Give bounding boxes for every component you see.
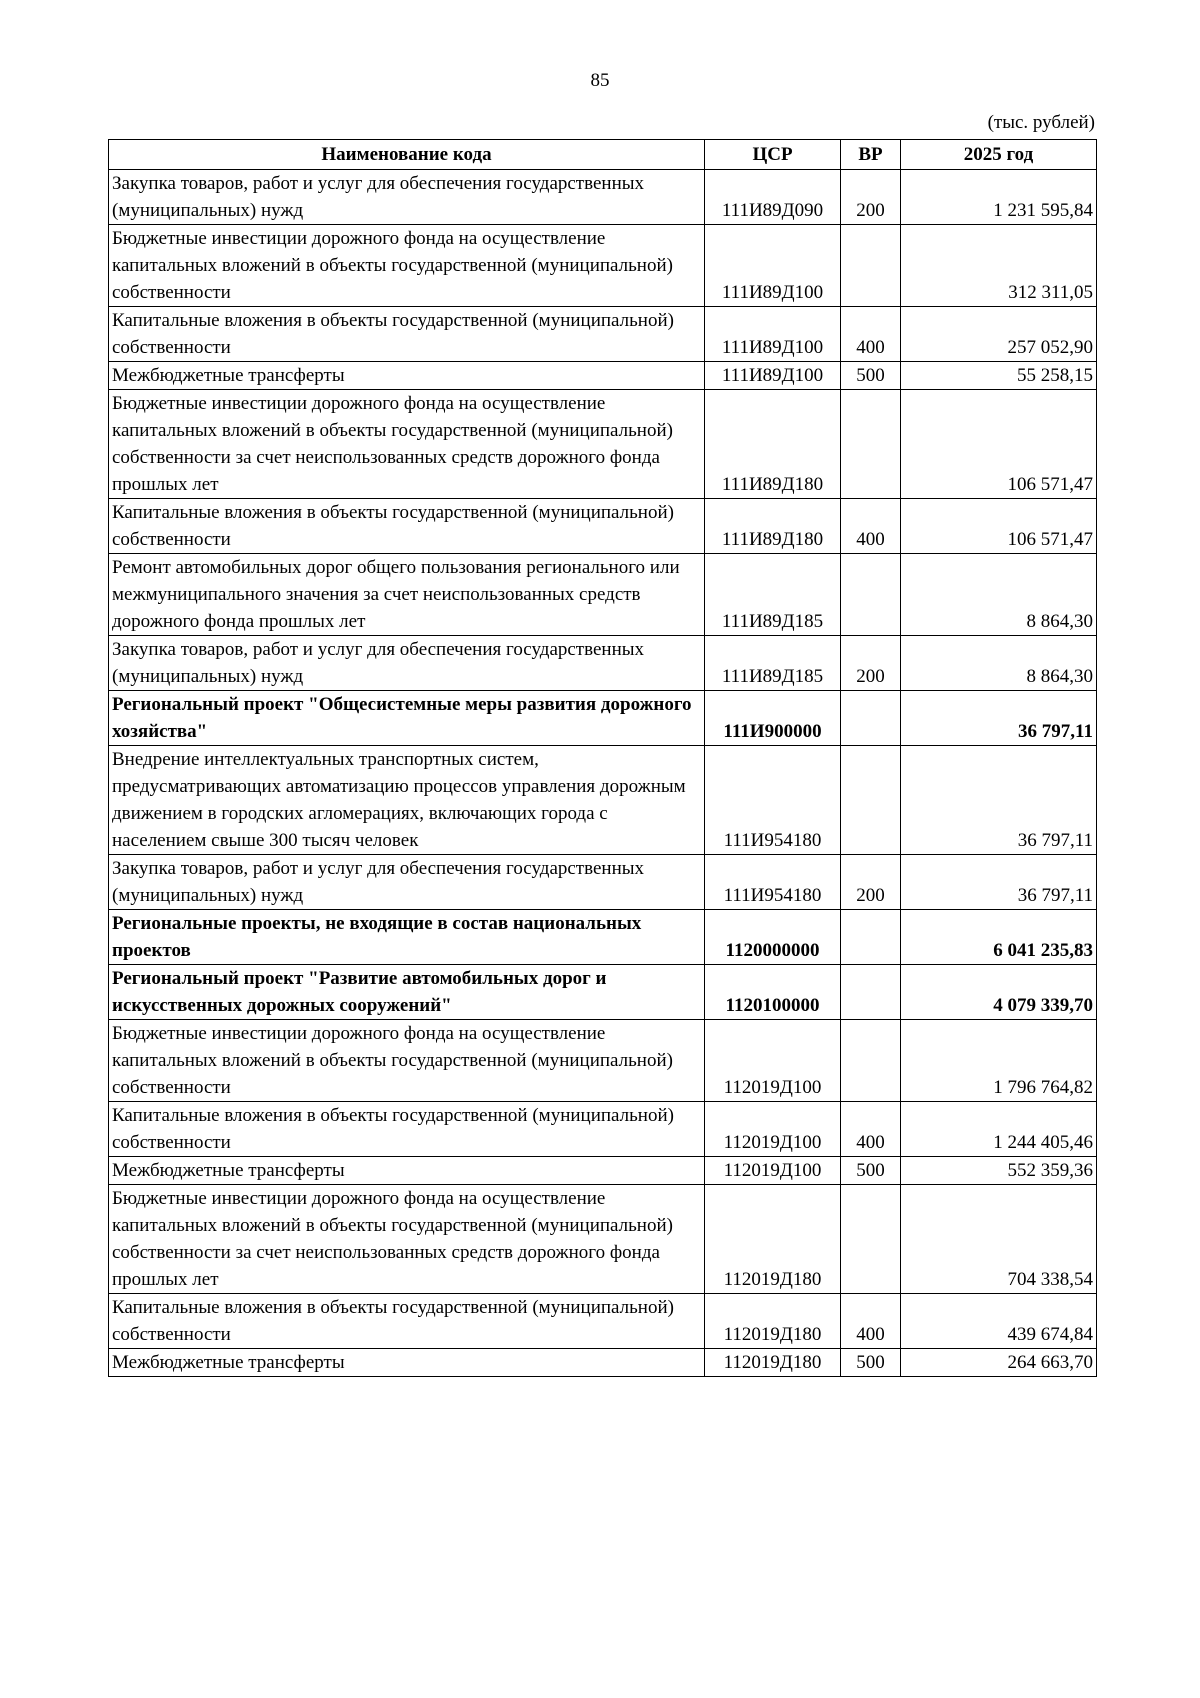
row-vr-cell: 400	[841, 307, 901, 362]
table-row	[109, 1294, 1097, 1349]
row-name-cell: Капитальные вложения в объекты государственной (муниципальной) собственности	[109, 499, 705, 554]
table-row	[109, 855, 1097, 910]
row-amount-cell: 8 864,30	[901, 554, 1097, 636]
row-amount-cell: 106 571,47	[901, 390, 1097, 499]
row-amount-cell: 312 311,05	[901, 225, 1097, 307]
row-csr-cell: 111И954180	[705, 855, 841, 910]
row-csr-cell: 111И954180	[705, 746, 841, 855]
table-row	[109, 1020, 1097, 1102]
row-name-cell: Бюджетные инвестиции дорожного фонда на осуществление капитальных вложений в объекты государственной (муниципальной) собственности	[109, 225, 705, 307]
row-csr-cell: 112019Д100	[705, 1102, 841, 1157]
row-name-cell: Закупка товаров, работ и услуг для обеспечения государственных (муниципальных) нужд	[109, 170, 705, 225]
header-year: 2025 год	[901, 140, 1097, 170]
row-csr-cell: 111И89Д090	[705, 170, 841, 225]
row-name-cell: Закупка товаров, работ и услуг для обеспечения государственных (муниципальных) нужд	[109, 636, 705, 691]
header-name: Наименование кода	[109, 140, 705, 170]
row-csr-cell: 111И89Д180	[705, 499, 841, 554]
row-csr-cell: 111И900000	[705, 691, 841, 746]
table-row	[109, 554, 1097, 636]
table-row	[109, 746, 1097, 855]
row-amount-cell: 1 231 595,84	[901, 170, 1097, 225]
row-vr-cell: 400	[841, 1294, 901, 1349]
row-name-cell: Внедрение интеллектуальных транспортных систем, предусматривающих автоматизацию процессов управления дорожным движением в городских агломерациях, включающих города с населением свыше 300 тысяч человек	[109, 746, 705, 855]
row-amount-cell: 4 079 339,70	[901, 965, 1097, 1020]
row-amount-cell: 36 797,11	[901, 746, 1097, 855]
row-csr-cell: 1120100000	[705, 965, 841, 1020]
table-row	[109, 691, 1097, 746]
row-name-cell: Ремонт автомобильных дорог общего пользования регионального или межмуниципального значения за счет неиспользованных средств дорожного фонда прошлых лет	[109, 554, 705, 636]
header-vr: ВР	[841, 140, 901, 170]
row-vr-cell: 200	[841, 855, 901, 910]
page-number: 85	[590, 70, 610, 91]
row-csr-cell: 112019Д180	[705, 1349, 841, 1377]
row-vr-cell: 500	[841, 362, 901, 390]
row-name-cell: Межбюджетные трансферты	[109, 1157, 705, 1185]
row-vr-cell	[841, 554, 901, 636]
row-csr-cell: 112019Д100	[705, 1157, 841, 1185]
row-name-cell: Межбюджетные трансферты	[109, 362, 705, 390]
table-row	[109, 910, 1097, 965]
row-name-cell: Закупка товаров, работ и услуг для обеспечения государственных (муниципальных) нужд	[109, 855, 705, 910]
row-vr-cell	[841, 390, 901, 499]
row-name-cell: Межбюджетные трансферты	[109, 1349, 705, 1377]
row-csr-cell: 111И89Д185	[705, 554, 841, 636]
row-csr-cell: 111И89Д180	[705, 390, 841, 499]
row-csr-cell: 111И89Д185	[705, 636, 841, 691]
row-vr-cell	[841, 746, 901, 855]
table-row	[109, 225, 1097, 307]
row-csr-cell: 111И89Д100	[705, 307, 841, 362]
table-header-row	[109, 140, 1097, 170]
row-vr-cell	[841, 1185, 901, 1294]
row-csr-cell: 111И89Д100	[705, 225, 841, 307]
table-row	[109, 965, 1097, 1020]
row-csr-cell: 112019Д100	[705, 1020, 841, 1102]
table-row	[109, 362, 1097, 390]
table-row	[109, 1157, 1097, 1185]
row-csr-cell: 112019Д180	[705, 1185, 841, 1294]
table-row	[109, 307, 1097, 362]
row-vr-cell: 500	[841, 1157, 901, 1185]
row-amount-cell: 55 258,15	[901, 362, 1097, 390]
table-row	[109, 170, 1097, 225]
row-amount-cell: 8 864,30	[901, 636, 1097, 691]
row-amount-cell: 439 674,84	[901, 1294, 1097, 1349]
row-amount-cell: 257 052,90	[901, 307, 1097, 362]
row-name-cell: Капитальные вложения в объекты государственной (муниципальной) собственности	[109, 307, 705, 362]
row-vr-cell	[841, 225, 901, 307]
row-vr-cell	[841, 691, 901, 746]
row-name-cell: Бюджетные инвестиции дорожного фонда на осуществление капитальных вложений в объекты государственной (муниципальной) собственности за счет неиспользованных средств дорожного фонда прошлых лет	[109, 1185, 705, 1294]
row-vr-cell	[841, 910, 901, 965]
row-vr-cell: 200	[841, 636, 901, 691]
row-name-cell: Бюджетные инвестиции дорожного фонда на осуществление капитальных вложений в объекты государственной (муниципальной) собственности за счет неиспользованных средств дорожного фонда прошлых лет	[109, 390, 705, 499]
header-csr: ЦСР	[705, 140, 841, 170]
row-vr-cell	[841, 965, 901, 1020]
row-amount-cell: 1 796 764,82	[901, 1020, 1097, 1102]
row-amount-cell: 6 041 235,83	[901, 910, 1097, 965]
row-amount-cell: 36 797,11	[901, 855, 1097, 910]
row-name-cell: Бюджетные инвестиции дорожного фонда на осуществление капитальных вложений в объекты государственной (муниципальной) собственности	[109, 1020, 705, 1102]
row-amount-cell: 36 797,11	[901, 691, 1097, 746]
table-row	[109, 636, 1097, 691]
row-csr-cell: 112019Д180	[705, 1294, 841, 1349]
row-vr-cell: 500	[841, 1349, 901, 1377]
row-name-cell: Капитальные вложения в объекты государственной (муниципальной) собственности	[109, 1102, 705, 1157]
row-amount-cell: 264 663,70	[901, 1349, 1097, 1377]
row-amount-cell: 552 359,36	[901, 1157, 1097, 1185]
row-name-cell: Региональный проект "Общесистемные меры развития дорожного хозяйства"	[109, 691, 705, 746]
row-vr-cell	[841, 1020, 901, 1102]
table-row	[109, 1185, 1097, 1294]
row-vr-cell: 200	[841, 170, 901, 225]
table-row	[109, 1349, 1097, 1377]
row-vr-cell: 400	[841, 1102, 901, 1157]
table-row	[109, 390, 1097, 499]
row-csr-cell: 111И89Д100	[705, 362, 841, 390]
row-amount-cell: 704 338,54	[901, 1185, 1097, 1294]
row-name-cell: Капитальные вложения в объекты государственной (муниципальной) собственности	[109, 1294, 705, 1349]
table-row	[109, 1102, 1097, 1157]
row-csr-cell: 1120000000	[705, 910, 841, 965]
table-row	[109, 499, 1097, 554]
row-amount-cell: 1 244 405,46	[901, 1102, 1097, 1157]
row-vr-cell: 400	[841, 499, 901, 554]
row-amount-cell: 106 571,47	[901, 499, 1097, 554]
row-name-cell: Региональные проекты, не входящие в состав национальных проектов	[109, 910, 705, 965]
row-name-cell: Региональный проект "Развитие автомобильных дорог и искусственных дорожных сооружений"	[109, 965, 705, 1020]
units-label: (тыс. рублей)	[987, 112, 1095, 133]
budget-table	[108, 139, 1097, 1377]
